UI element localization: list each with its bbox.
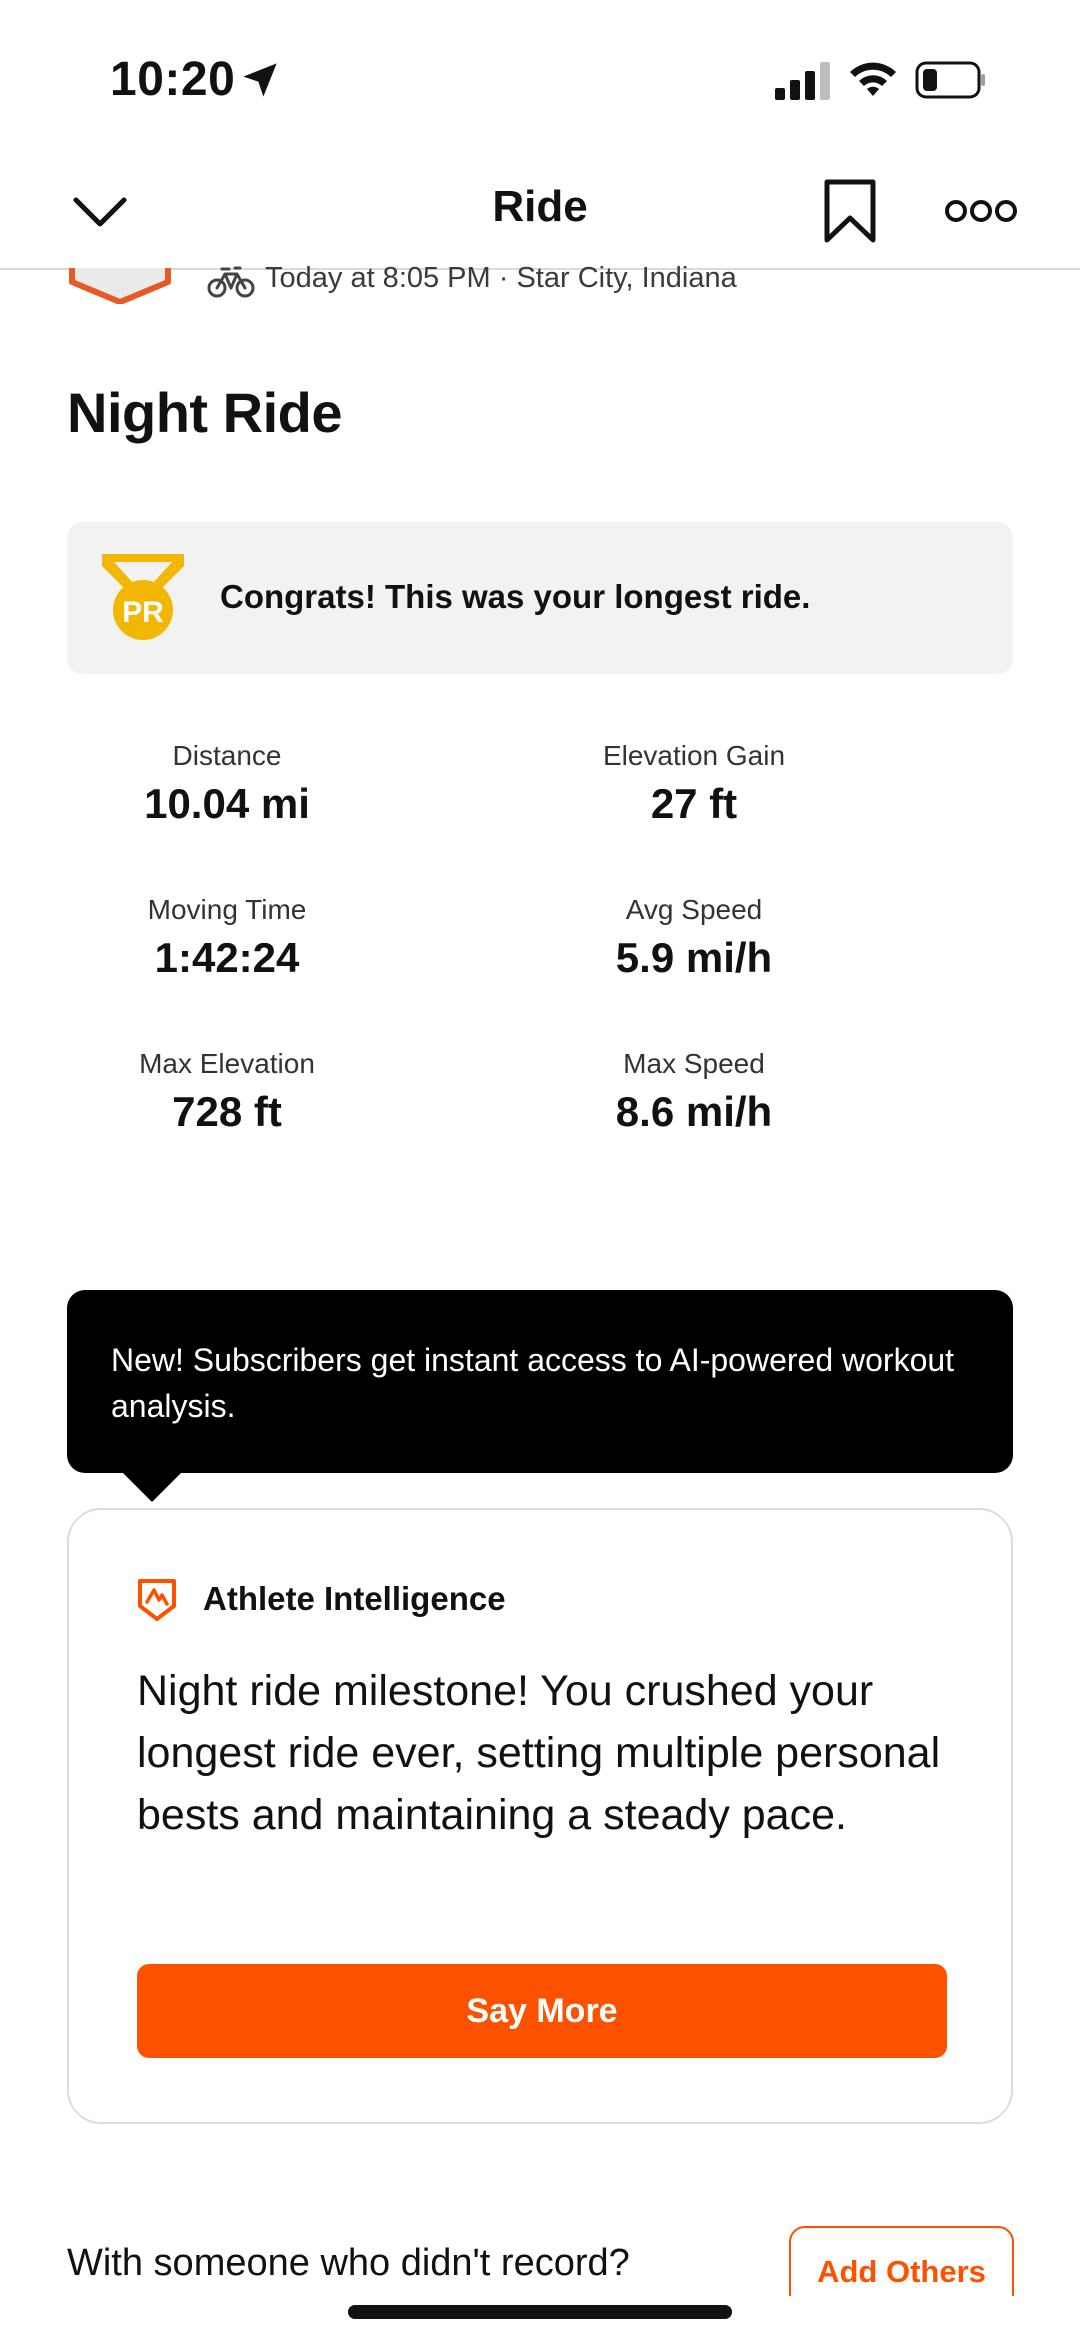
cellular-signal-icon (775, 62, 835, 100)
stat-max-elevation (67, 1048, 387, 1136)
athlete-intelligence-summary: Night ride milestone! You crushed your longest ride ever, setting multiple personal bests and maintaining a steady pace. (137, 1667, 941, 1839)
stat-value: 10.04 mi (144, 780, 310, 827)
bookmark-icon[interactable] (822, 178, 878, 244)
stat-moving-time (67, 894, 387, 982)
more-options-icon[interactable] (945, 196, 1017, 226)
status-bar (0, 0, 1080, 150)
stat-value: 1:42:24 (154, 934, 300, 981)
stat-label: Max Speed (623, 1048, 765, 1079)
stat-label: Elevation Gain (602, 740, 786, 771)
add-others-prompt: With someone who didn't record? (67, 2242, 630, 2284)
add-others-button[interactable]: Add Others (789, 2226, 1014, 2326)
stat-distance (67, 740, 387, 828)
pr-banner (67, 522, 1013, 674)
pr-medal-icon (100, 552, 186, 644)
status-time: 10:20 (110, 53, 236, 106)
stat-value: 8.6 mi/h (615, 1088, 773, 1135)
stat-max-speed (534, 1048, 854, 1136)
athlete-intelligence-title: Athlete Intelligence (203, 1580, 506, 1617)
athlete-intelligence-icon (137, 1578, 177, 1622)
location-arrow-icon (240, 60, 280, 100)
wifi-icon (847, 58, 899, 100)
activity-title: Night Ride (67, 381, 342, 444)
stat-avg-speed (534, 894, 854, 982)
battery-icon (915, 60, 987, 100)
athlete-intelligence-card (67, 1508, 1013, 2124)
stat-label: Distance (172, 740, 282, 771)
pr-badge-text: PR (122, 596, 164, 629)
subscriber-tooltip[interactable]: New! Subscribers get instant access to AI-powered workout analysis. (67, 1290, 1013, 1473)
stat-label: Max Elevation (139, 1048, 315, 1079)
stat-elevation-gain (534, 740, 854, 828)
nav-bar (0, 150, 1080, 270)
say-more-button[interactable]: Say More (137, 1964, 947, 2058)
page-title: Ride (492, 182, 588, 231)
activity-meta: Today at 8:05 PM · Star City, Indiana (265, 262, 737, 294)
stat-value: 5.9 mi/h (615, 934, 773, 981)
tooltip-pointer (122, 1472, 182, 1502)
pr-message: Congrats! This was your longest ride. (220, 578, 811, 615)
avatar[interactable] (68, 268, 172, 304)
stat-value: 728 ft (172, 1088, 282, 1135)
stat-label: Moving Time (147, 894, 307, 925)
stat-value: 27 ft (650, 780, 738, 827)
home-indicator[interactable] (348, 2305, 732, 2319)
bike-icon (207, 264, 255, 298)
stat-label: Avg Speed (625, 894, 763, 925)
